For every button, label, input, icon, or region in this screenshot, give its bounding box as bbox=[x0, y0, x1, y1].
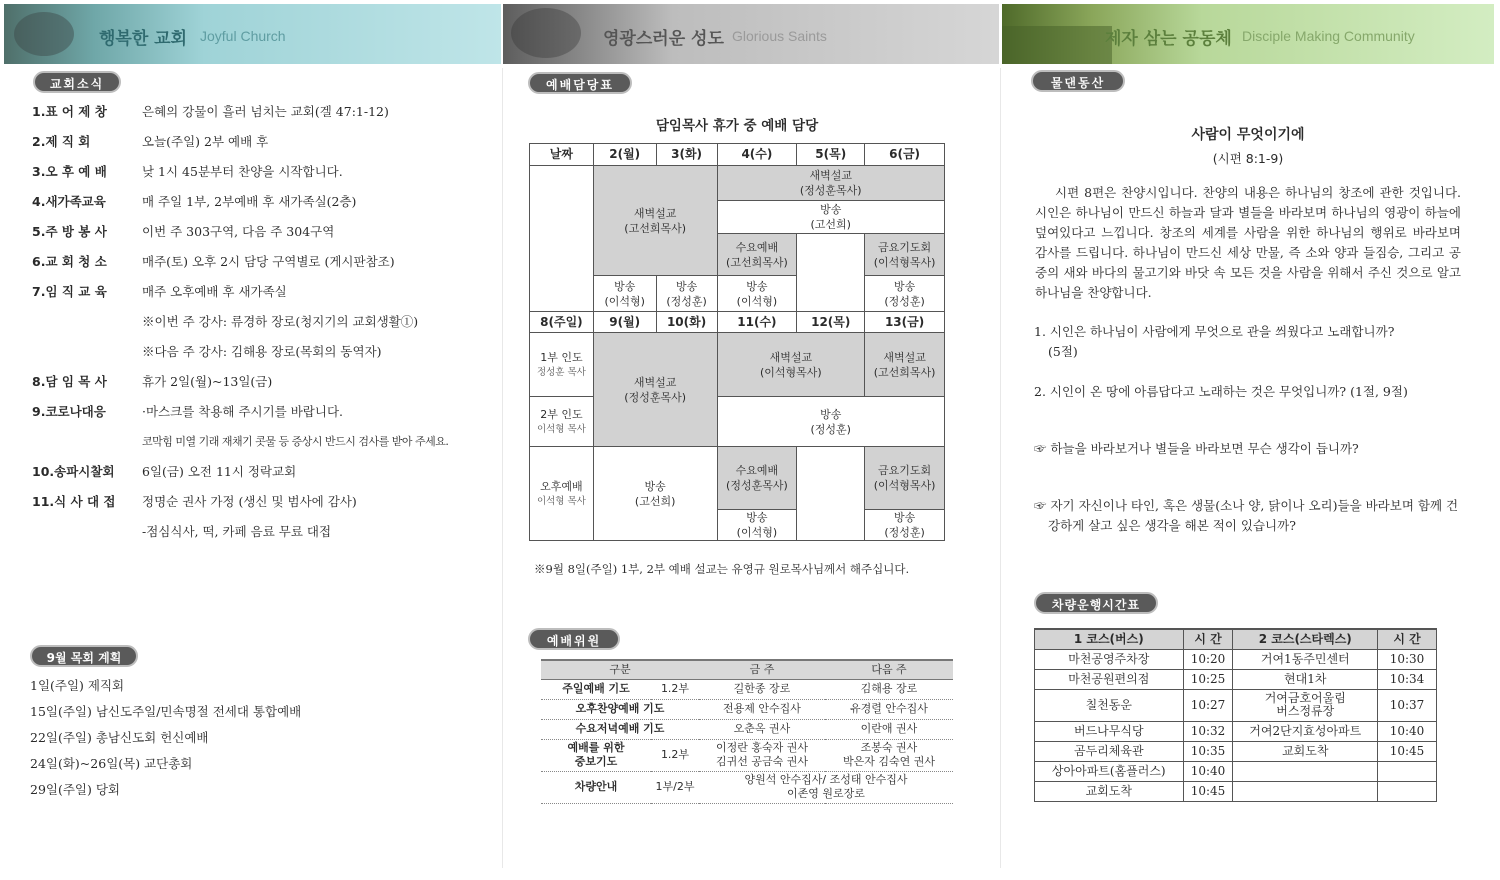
schedule-header-cell: 3(화) bbox=[656, 144, 717, 166]
news-list bbox=[32, 97, 448, 547]
bus-row bbox=[1035, 781, 1437, 801]
bus-time: 10:32 bbox=[1183, 721, 1233, 741]
bus-time: 10:45 bbox=[1378, 741, 1437, 761]
schedule-blank-cell bbox=[530, 166, 594, 312]
bus-row bbox=[1035, 649, 1437, 669]
bus-stop: 상아아파트(홈플러스) bbox=[1035, 761, 1184, 781]
schedule-cell bbox=[717, 510, 797, 541]
schedule-header-cell: 2(월) bbox=[593, 144, 656, 166]
schedule-cell bbox=[656, 276, 717, 312]
cell-person: (정성훈목사) bbox=[799, 184, 862, 197]
devotion-reflection-2: ☞ 자기 자신이나 타인, 혹은 생물(소나 양, 닭이나 오리)들을 바라보며 함께 건강하게 살고 싶은 생각을 해본 적이 있습니까? bbox=[1034, 498, 1459, 533]
header-band-glorious bbox=[503, 4, 999, 64]
bus-row bbox=[1035, 741, 1437, 761]
bus-stop bbox=[1233, 781, 1378, 801]
cell-title: 오후예배 bbox=[540, 479, 583, 493]
schedule-header-cell: 8(주일) bbox=[530, 312, 594, 333]
schedule-cell bbox=[865, 234, 945, 276]
bus-time: 10:30 bbox=[1378, 649, 1437, 669]
news-text: 6일(금) 오전 11시 정락교회 bbox=[142, 464, 297, 479]
question-text-cont: (5절) bbox=[1048, 344, 1078, 359]
news-text: 오늘(주일) 2부 예배 후 bbox=[142, 134, 269, 149]
plan-item: 15일(주일) 남신도주일/민속명절 전세대 통합예배 bbox=[30, 704, 302, 719]
plan-item: 29일(주일) 당회 bbox=[30, 782, 121, 797]
bus-time: 10:35 bbox=[1183, 741, 1233, 761]
cell-person: (이석형목사) bbox=[759, 365, 822, 379]
cell-title: 방송 bbox=[644, 479, 666, 493]
bus-row bbox=[1035, 689, 1437, 721]
header-title-ko: 영광스러운 성도 bbox=[603, 29, 724, 49]
cell-person: 이석형 목사 bbox=[536, 495, 586, 507]
news-text: 이번 주 303구역, 다음 주 304구역 bbox=[142, 224, 335, 239]
news-section-tag: 교회소식 bbox=[33, 71, 121, 93]
news-label: 4.새가족교육 bbox=[32, 194, 106, 209]
news-text: 은혜의 강물이 흘러 넘치는 교회(겔 47:1-12) bbox=[142, 104, 389, 119]
duty-next-week: 이란애 권사 bbox=[825, 719, 953, 739]
bus-header-cell: 시 간 bbox=[1378, 629, 1437, 649]
news-text: 정명순 권사 가정 (생신 및 범사에 감사) bbox=[142, 494, 357, 509]
header-title-ko: 행복한 교회 bbox=[99, 29, 188, 49]
header-photo bbox=[1002, 26, 1112, 64]
duty-section-tag: 예배위원 bbox=[528, 628, 620, 650]
news-text: ※이번 주 강사: 류경하 장로(청지기의 교회생활①) bbox=[142, 314, 419, 329]
news-text: 낮 1시 45분부터 찬양을 시작합니다. bbox=[142, 164, 343, 179]
cell-person: (정성훈목사) bbox=[624, 390, 687, 404]
column-divider bbox=[1000, 68, 1001, 868]
plan-item: 1일(주일) 제직회 bbox=[30, 678, 125, 693]
duty-this-week: 양원석 안수집사/ 조성태 안수집사 이존영 원로장로 bbox=[699, 771, 953, 803]
cell-person: (고선희목사) bbox=[726, 255, 788, 269]
news-text: 휴가 2일(월)~13일(금) bbox=[142, 374, 273, 389]
news-item bbox=[32, 397, 448, 427]
duty-row bbox=[541, 739, 953, 771]
cell-title: 방송 bbox=[820, 407, 842, 421]
news-label: 11.식 사 대 접 bbox=[32, 494, 116, 509]
cell-person: (정성훈) bbox=[884, 294, 925, 308]
schedule-header-cell: 13(금) bbox=[865, 312, 945, 333]
devotion-question-1 bbox=[1034, 322, 1464, 362]
news-label: 3.오 후 예 배 bbox=[32, 164, 107, 179]
schedule-blank-cell bbox=[797, 234, 865, 312]
bus-time bbox=[1378, 761, 1437, 781]
news-item bbox=[32, 307, 448, 337]
duty-next-week: 김해용 장로 bbox=[825, 679, 953, 699]
header-photo bbox=[511, 8, 581, 58]
bus-time: 10:25 bbox=[1183, 669, 1233, 689]
duty-role: 차량안내 bbox=[541, 771, 651, 803]
schedule-cell bbox=[717, 397, 944, 447]
header-band-disciple bbox=[1002, 4, 1494, 64]
news-text: -점심식사, 떡, 카페 음료 무료 대접 bbox=[142, 524, 332, 539]
schedule-header-cell: 11(수) bbox=[717, 312, 797, 333]
duty-next-week: 조봉숙 권사 박은자 김숙연 권사 bbox=[825, 739, 953, 771]
news-label bbox=[32, 307, 142, 337]
cell-person: 이석형 목사 bbox=[536, 423, 586, 435]
cell-person: (이석형) bbox=[736, 294, 778, 308]
devotion-title: 사람이 무엇이기에 bbox=[1191, 127, 1305, 143]
schedule-cell bbox=[717, 276, 797, 312]
schedule-cell bbox=[865, 447, 945, 510]
cell-person: (고선희) bbox=[634, 494, 676, 508]
bus-stop: 교회도착 bbox=[1233, 741, 1378, 761]
bus-time: 10:40 bbox=[1183, 761, 1233, 781]
schedule-header-cell: 4(수) bbox=[717, 144, 797, 166]
news-item bbox=[32, 487, 448, 517]
bus-row bbox=[1035, 669, 1437, 689]
schedule-cell bbox=[717, 333, 865, 397]
cell-title: 금요기도회 bbox=[878, 240, 932, 254]
duty-this-week: 길한종 장로 bbox=[699, 679, 825, 699]
news-label bbox=[32, 517, 142, 547]
duty-header-cell: 구분 bbox=[541, 660, 699, 679]
bus-stop bbox=[1233, 761, 1378, 781]
cell-person: (이석형목사) bbox=[873, 255, 936, 269]
duty-this-week: 오춘옥 권사 bbox=[699, 719, 825, 739]
cell-person: (정성훈) bbox=[810, 422, 851, 436]
duty-header-cell: 다음 주 bbox=[825, 660, 953, 679]
header-photo bbox=[14, 12, 74, 56]
schedule-header-cell: 12(목) bbox=[797, 312, 865, 333]
bus-stop: 버드나무식당 bbox=[1035, 721, 1184, 741]
devotion-reflection-1: ☞ 하늘을 바라보거나 별들을 바라보면 무슨 생각이 듭니까? bbox=[1034, 441, 1359, 456]
schedule-row-label bbox=[530, 397, 594, 447]
plan-item: 24일(화)~26일(목) 교단총회 bbox=[30, 756, 193, 771]
news-item bbox=[32, 517, 448, 547]
duty-row bbox=[541, 719, 953, 739]
cell-title: 수요예배 bbox=[735, 464, 779, 477]
news-label: 8.담 임 목 사 bbox=[32, 374, 107, 389]
bus-row bbox=[1035, 761, 1437, 781]
devotion-section-tag: 물댄동산 bbox=[1031, 70, 1125, 92]
plan-item: 22일(주일) 총남신도회 헌신예배 bbox=[30, 730, 209, 745]
bus-stop: 거여금호어울림 버스정류장 bbox=[1233, 689, 1378, 721]
news-item bbox=[32, 217, 448, 247]
schedule-cell bbox=[593, 333, 717, 447]
header-title-ko: 제자 삼는 공동체 bbox=[1105, 29, 1232, 49]
cell-person: (고선희) bbox=[810, 218, 851, 231]
bus-stop: 마천공원편의점 bbox=[1035, 669, 1184, 689]
cell-title: 방송 bbox=[893, 511, 916, 524]
cell-title: 방송 bbox=[746, 511, 768, 524]
news-label bbox=[32, 427, 142, 457]
worship-schedule-table bbox=[529, 143, 945, 541]
header-title-en: Disciple Making Community bbox=[1242, 28, 1415, 44]
bus-stop: 칠천동운 bbox=[1035, 689, 1184, 721]
duty-role: 예배를 위한 중보기도 bbox=[541, 739, 651, 771]
news-item bbox=[32, 457, 448, 487]
bus-section-tag: 차량운행시간표 bbox=[1034, 592, 1158, 614]
duty-role: 수요저녁예배 기도 bbox=[541, 719, 699, 739]
cell-title: 방송 bbox=[820, 203, 842, 216]
cell-title: 새벽설교 bbox=[883, 350, 926, 364]
news-label: 1.표 어 제 창 bbox=[32, 104, 107, 119]
duty-header-cell: 금 주 bbox=[699, 660, 825, 679]
news-label: 6.교 회 청 소 bbox=[32, 254, 107, 269]
cell-person: (고선희목사) bbox=[873, 365, 936, 379]
cell-title: 2부 인도 bbox=[540, 407, 583, 421]
cell-person: 정성훈 목사 bbox=[536, 366, 586, 378]
schedule-cell bbox=[717, 234, 797, 276]
cell-title: 수요예배 bbox=[735, 240, 779, 254]
duty-part: 1.2부 bbox=[651, 679, 699, 699]
bus-stop: 거여1동주민센터 bbox=[1233, 649, 1378, 669]
cell-person: (이석형) bbox=[604, 294, 645, 308]
schedule-cell bbox=[593, 166, 717, 276]
news-item bbox=[32, 97, 448, 127]
news-text: 코막힘 미열 기래 재채기 콧물 등 증상시 반드시 검사를 받아 주세요. bbox=[142, 435, 449, 448]
bus-header-cell: 1 코스(버스) bbox=[1035, 629, 1184, 649]
cell-title: 방송 bbox=[675, 279, 698, 293]
duty-part: 1부/2부 bbox=[651, 771, 699, 803]
bus-stop: 거여2단지효성아파트 bbox=[1233, 721, 1378, 741]
cell-title: 새벽설교 bbox=[809, 169, 853, 182]
news-item bbox=[32, 127, 448, 157]
schedule-cell bbox=[717, 447, 797, 510]
devotion-body: 시편 8편은 찬양시입니다. 찬양의 내용은 하나님의 창조에 관한 것입니다. 시인은 하나님이 만드신 하늘과 달과 별들을 바라보며 하나님의 영광이 하늘에 덮여있다고 느낍니다. 창조의 세계를 사람을 위한 하나님의 행위로 바라보며 감사를 드립니다. 하나님이 만드신 세상 만물, 즉 소와 양과 들짐승, 그리고 공중의 새와 바다의 물고기와 바닷 속 모든 것을 사람을 위해서 주신 것으로 알고 하나님을 찬양합니다. bbox=[1035, 185, 1461, 300]
bus-header-cell: 2 코스(스타렉스) bbox=[1233, 629, 1378, 649]
news-item bbox=[32, 277, 448, 307]
news-item bbox=[32, 427, 448, 457]
news-text: ※다음 주 강사: 김해용 장로(목회의 동역자) bbox=[142, 344, 382, 359]
news-label: 10.송파시찰회 bbox=[32, 464, 115, 479]
cell-person: (정성훈) bbox=[884, 526, 925, 539]
schedule-cell bbox=[717, 166, 944, 201]
duty-role: 오후찬양예배 기도 bbox=[541, 699, 699, 719]
schedule-note: ※9월 8일(주일) 1부, 2부 예배 설교는 유영규 원로목사님께서 해주십니다. bbox=[534, 562, 910, 576]
bus-time: 10:40 bbox=[1378, 721, 1437, 741]
news-label: 9.코로나대응 bbox=[32, 404, 106, 419]
bus-stop: 현대1차 bbox=[1233, 669, 1378, 689]
cell-title: 새벽설교 bbox=[769, 350, 813, 364]
schedule-blank-cell bbox=[797, 447, 865, 541]
news-item bbox=[32, 367, 448, 397]
schedule-header-cell: 9(월) bbox=[593, 312, 656, 333]
schedule-cell bbox=[593, 276, 656, 312]
bus-time: 10:45 bbox=[1183, 781, 1233, 801]
bus-stop: 마천공영주차장 bbox=[1035, 649, 1184, 669]
news-text: 매 주일 1부, 2부예배 후 새가족실(2층) bbox=[142, 194, 357, 209]
news-text: ·마스크를 착용해 주시기를 바랍니다. bbox=[142, 404, 343, 419]
plan-list bbox=[30, 673, 301, 803]
duty-part: 1.2부 bbox=[651, 739, 699, 771]
news-item bbox=[32, 247, 448, 277]
cell-title: 방송 bbox=[746, 279, 768, 293]
bus-time: 10:34 bbox=[1378, 669, 1437, 689]
duty-this-week: 전용제 안수집사 bbox=[699, 699, 825, 719]
header-band-joyful bbox=[4, 4, 501, 64]
schedule-cell bbox=[865, 333, 945, 397]
schedule-title: 담임목사 휴가 중 예배 담당 bbox=[655, 118, 819, 134]
bus-time: 10:37 bbox=[1378, 689, 1437, 721]
cell-person: (정성훈목사) bbox=[726, 479, 788, 492]
cell-person: (고선희목사) bbox=[624, 221, 687, 235]
bus-header-cell: 시 간 bbox=[1183, 629, 1233, 649]
bus-row bbox=[1035, 721, 1437, 741]
question-text: 1. 시인은 하나님이 사람에게 무엇으로 관을 씌웠다고 노래합니까? bbox=[1034, 324, 1395, 339]
cell-title: 금요기도회 bbox=[878, 464, 932, 477]
news-label: 5.주 방 봉 사 bbox=[32, 224, 107, 239]
news-label: 2.제 직 회 bbox=[32, 134, 91, 149]
devotion-reference: (시편 8:1-9) bbox=[1212, 151, 1284, 166]
header-title-en: Joyful Church bbox=[200, 28, 286, 44]
duty-next-week: 유경렬 안수집사 bbox=[825, 699, 953, 719]
bus-timetable bbox=[1034, 628, 1437, 802]
schedule-header-cell: 5(목) bbox=[797, 144, 865, 166]
duty-row bbox=[541, 699, 953, 719]
bus-stop: 곰두리체육관 bbox=[1035, 741, 1184, 761]
duty-role: 주일예배 기도 bbox=[541, 679, 651, 699]
news-label bbox=[32, 337, 142, 367]
cell-person: (정성훈) bbox=[666, 294, 707, 308]
schedule-header-cell: 날짜 bbox=[530, 144, 594, 166]
cell-title: 방송 bbox=[614, 279, 636, 293]
bus-time: 10:20 bbox=[1183, 649, 1233, 669]
schedule-cell bbox=[865, 510, 945, 541]
schedule-row-label bbox=[530, 447, 594, 541]
header-title-en: Glorious Saints bbox=[732, 28, 827, 44]
schedule-header-cell: 10(화) bbox=[656, 312, 717, 333]
cell-title: 새벽설교 bbox=[633, 206, 677, 220]
bus-time bbox=[1378, 781, 1437, 801]
news-text: 매주(토) 오후 2시 담당 구역별로 (게시판참조) bbox=[142, 254, 395, 269]
cell-title: 새벽설교 bbox=[633, 375, 677, 389]
worship-duty-table bbox=[541, 659, 953, 804]
cell-title: 1부 인도 bbox=[540, 350, 583, 364]
bus-stop: 교회도착 bbox=[1035, 781, 1184, 801]
schedule-cell bbox=[717, 201, 944, 234]
duty-row bbox=[541, 771, 953, 803]
duty-row bbox=[541, 679, 953, 699]
duty-this-week: 이정란 홍숙자 권사 김귀선 공금숙 권사 bbox=[699, 739, 825, 771]
news-text: 매주 오후예배 후 새가족실 bbox=[142, 284, 287, 299]
schedule-section-tag: 예배담당표 bbox=[528, 72, 632, 94]
cell-person: (이석형목사) bbox=[873, 479, 936, 492]
devotion-question-2: 2. 시인이 온 땅에 아름답다고 노래하는 것은 무엇입니까? (1절, 9절) bbox=[1034, 384, 1408, 399]
schedule-header-cell: 6(금) bbox=[865, 144, 945, 166]
news-label: 7.임 직 교 육 bbox=[32, 284, 107, 299]
bus-time: 10:27 bbox=[1183, 689, 1233, 721]
cell-person: (이석형) bbox=[736, 526, 778, 539]
plan-section-tag: 9월 목회 계획 bbox=[30, 645, 138, 667]
schedule-cell bbox=[593, 447, 717, 541]
news-item bbox=[32, 157, 448, 187]
schedule-cell bbox=[865, 276, 945, 312]
column-divider bbox=[502, 68, 503, 868]
cell-title: 방송 bbox=[893, 279, 916, 293]
news-item bbox=[32, 337, 448, 367]
schedule-row-label bbox=[530, 333, 594, 397]
news-item bbox=[32, 187, 448, 217]
